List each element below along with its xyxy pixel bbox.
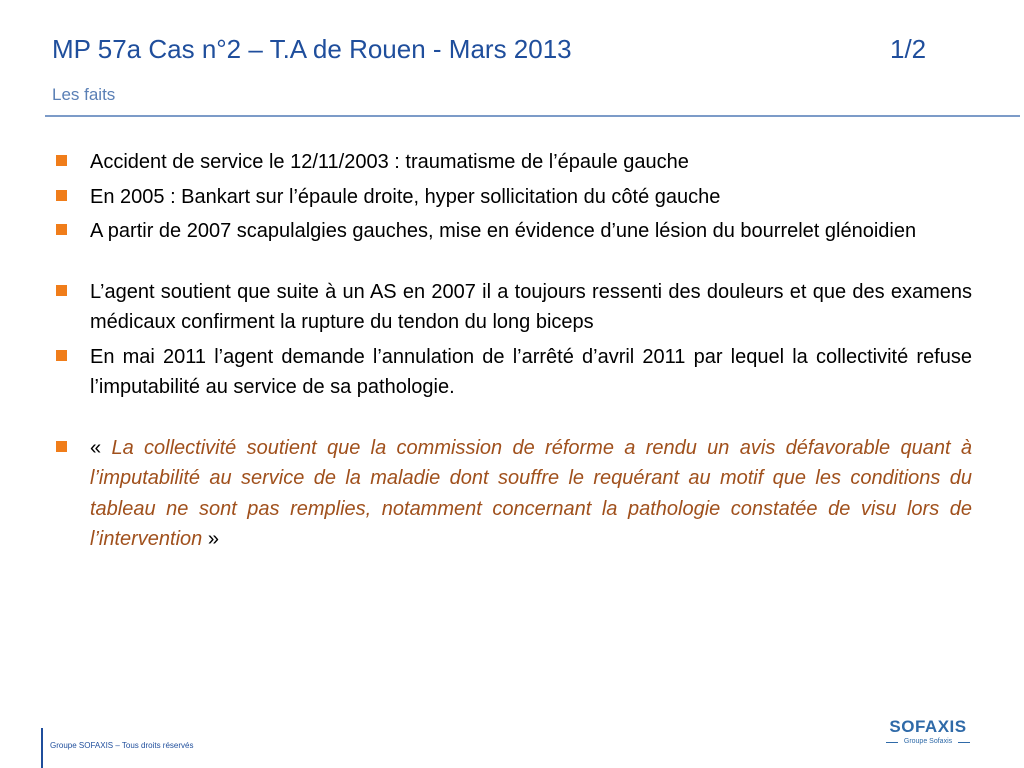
- sofaxis-logo: [882, 716, 974, 750]
- bullet-item: [54, 182, 972, 213]
- bullet-text: A partir de 2007 scapulalgies gauches, mise en évidence d’une lésion du bourrelet glénoidien: [90, 220, 917, 242]
- logo-dash-right: [958, 742, 970, 743]
- quote-open-mark: «: [90, 436, 112, 459]
- bullet-text: En mai 2011 l’agent demande l’annulation de l’arrêté d’avril 2011 par lequel la collectivité refuse l’imputabilité au service de sa pathologie.: [90, 345, 972, 398]
- spacer: [54, 251, 972, 277]
- bullet-text: Accident de service le 12/11/2003 : traumatisme de l’épaule gauche: [90, 151, 689, 173]
- footer-copyright: Groupe SOFAXIS – Tous droits réservés: [50, 741, 194, 750]
- quote-bullet: [54, 433, 972, 555]
- square-bullet-icon: [56, 190, 67, 201]
- bullet-text: En 2005 : Bankart sur l’épaule droite, hyper sollicitation du côté gauche: [90, 185, 721, 208]
- quote-text: La collectivité soutient que la commission de réforme a rendu un avis défavorable quant à l’imputabilité au service de la maladie dont souffre le requérant au motif que les conditions du tableau ne sont pas remplies, notamment concernant la pathologie constatée de visu lors de l’intervention: [90, 436, 972, 550]
- logo-tagline: Groupe Sofaxis: [903, 738, 953, 745]
- slide-content: [54, 147, 972, 559]
- footer-divider: [41, 728, 43, 768]
- square-bullet-icon: [56, 350, 67, 361]
- page-number: 1/2: [890, 34, 927, 64]
- bullet-text: L’agent soutient que suite à un AS en 2007 il a toujours ressenti des douleurs et que des examens médicaux confirment la rupture du tendon du long biceps: [90, 280, 972, 333]
- slide-title: [52, 32, 932, 66]
- bullet-item: [54, 277, 972, 338]
- bullet-item: [54, 342, 972, 403]
- slide-title-text: MP 57a Cas n°2 – T.A de Rouen - Mars 2013: [52, 34, 572, 64]
- bullet-item: [54, 216, 972, 247]
- logo-tagline-row: [882, 737, 974, 747]
- square-bullet-icon: [56, 224, 67, 235]
- title-divider: [45, 115, 1020, 117]
- spacer: [54, 407, 972, 433]
- square-bullet-icon: [56, 441, 67, 452]
- bullet-item: [54, 147, 972, 178]
- quote-close-mark: »: [202, 528, 219, 550]
- slide-subtitle: Les faits: [52, 85, 116, 104]
- square-bullet-icon: [56, 155, 67, 166]
- square-bullet-icon: [56, 285, 67, 296]
- logo-wordmark: SOFAXIS: [889, 717, 967, 736]
